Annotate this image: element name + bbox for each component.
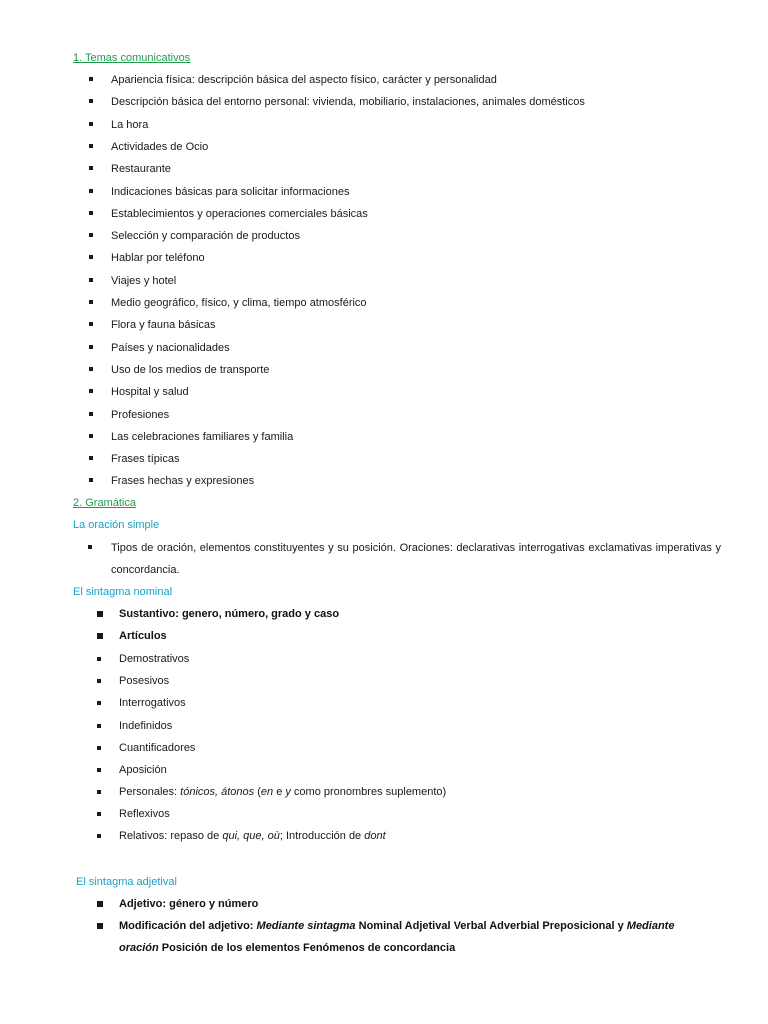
sintagma-adjetival-heading: El sintagma adjetival xyxy=(76,876,177,888)
list-item: Aposición xyxy=(119,764,167,776)
bullet-icon xyxy=(89,189,93,193)
section-2-heading: 2. Gramática xyxy=(73,497,136,509)
list-item: Establecimientos y operaciones comerciales básicas xyxy=(111,208,368,220)
bullet-icon xyxy=(89,456,93,460)
list-item: Frases hechas y expresiones xyxy=(111,475,255,487)
list-item: Viajes y hotel xyxy=(111,275,177,287)
bullet-icon xyxy=(89,278,93,282)
bullet-icon xyxy=(89,367,93,371)
oracion-simple-item: Tipos de oración, elementos constituyentes y su posición. Oraciones: declarativas interrogativas exclamativas imperativas y concordancia. xyxy=(111,542,721,576)
bullet-icon xyxy=(97,923,103,929)
bullet-icon xyxy=(97,790,101,794)
list-item-reflexivos: Reflexivos xyxy=(119,808,170,820)
bullet-icon xyxy=(89,99,93,103)
list-item: Sustantivo: genero, número, grado y caso xyxy=(119,608,340,620)
bullet-icon xyxy=(89,345,93,349)
bullet-icon xyxy=(97,746,101,750)
bullet-icon xyxy=(97,701,101,705)
list-item: Interrogativos xyxy=(119,697,186,709)
bullet-icon xyxy=(89,389,93,393)
list-item: Profesiones xyxy=(111,409,170,421)
list-item: Hospital y salud xyxy=(111,386,189,398)
bullet-icon xyxy=(97,679,101,683)
bullet-icon xyxy=(89,478,93,482)
bullet-icon xyxy=(97,834,101,838)
list-item: Países y nacionalidades xyxy=(111,342,230,354)
list-item: Demostrativos xyxy=(119,653,190,665)
bullet-icon xyxy=(89,412,93,416)
bullet-icon xyxy=(97,724,101,728)
bullet-icon xyxy=(89,77,93,81)
list-item-relativos: Relativos: repaso de qui, que, où; Introducción de dont xyxy=(119,830,386,842)
list-item: Artículos xyxy=(119,630,167,642)
list-item: Descripción básica del entorno personal: vivienda, mobiliario, instalaciones, animales domésticos xyxy=(111,96,585,108)
list-item: Hablar por teléfono xyxy=(111,252,205,264)
list-item: Uso de los medios de transporte xyxy=(111,364,270,376)
list-item: Posesivos xyxy=(119,675,170,687)
bullet-icon xyxy=(97,633,103,639)
bullet-icon xyxy=(89,255,93,259)
bullet-icon xyxy=(89,166,93,170)
bullet-icon xyxy=(89,322,93,326)
bullet-icon xyxy=(97,812,101,816)
list-item-adjetivo: Adjetivo: género y número xyxy=(119,898,259,910)
list-item: Apariencia física: descripción básica del aspecto físico, carácter y personalidad xyxy=(111,74,497,86)
list-item: Medio geográfico, físico, y clima, tiempo atmosférico xyxy=(111,297,367,309)
list-item-modificacion: Modificación del adjetivo: Mediante sintagma Nominal Adjetival Verbal Adverbial Preposicional y Mediante xyxy=(119,920,675,932)
bullet-icon xyxy=(89,300,93,304)
bullet-icon xyxy=(97,768,101,772)
list-item: Cuantificadores xyxy=(119,742,196,754)
bullet-icon xyxy=(97,611,103,617)
bullet-icon xyxy=(97,657,101,661)
bullet-icon xyxy=(89,233,93,237)
list-item: La hora xyxy=(111,119,149,131)
bullet-icon xyxy=(88,545,92,549)
bullet-icon xyxy=(97,901,103,907)
list-item: Indicaciones básicas para solicitar informaciones xyxy=(111,186,350,198)
bullet-icon xyxy=(89,434,93,438)
list-item: Las celebraciones familiares y familia xyxy=(111,431,294,443)
list-item: Frases típicas xyxy=(111,453,180,465)
bullet-icon xyxy=(89,122,93,126)
list-item-modificacion-cont: oración Posición de los elementos Fenómenos de concordancia xyxy=(119,942,456,954)
list-item-personales: Personales: tónicos, átonos (en e y como pronombres suplemento) xyxy=(119,786,447,798)
list-item: Actividades de Ocio xyxy=(111,141,209,153)
section-1-heading: 1. Temas comunicativos xyxy=(73,52,191,64)
list-item: Selección y comparación de productos xyxy=(111,230,300,242)
list-item: Flora y fauna básicas xyxy=(111,319,216,331)
list-item: Restaurante xyxy=(111,163,171,175)
bullet-icon xyxy=(89,144,93,148)
list-item: Indefinidos xyxy=(119,720,173,732)
sintagma-nominal-heading: El sintagma nominal xyxy=(73,586,173,598)
oracion-simple-heading: La oración simple xyxy=(73,519,160,531)
bullet-icon xyxy=(89,211,93,215)
